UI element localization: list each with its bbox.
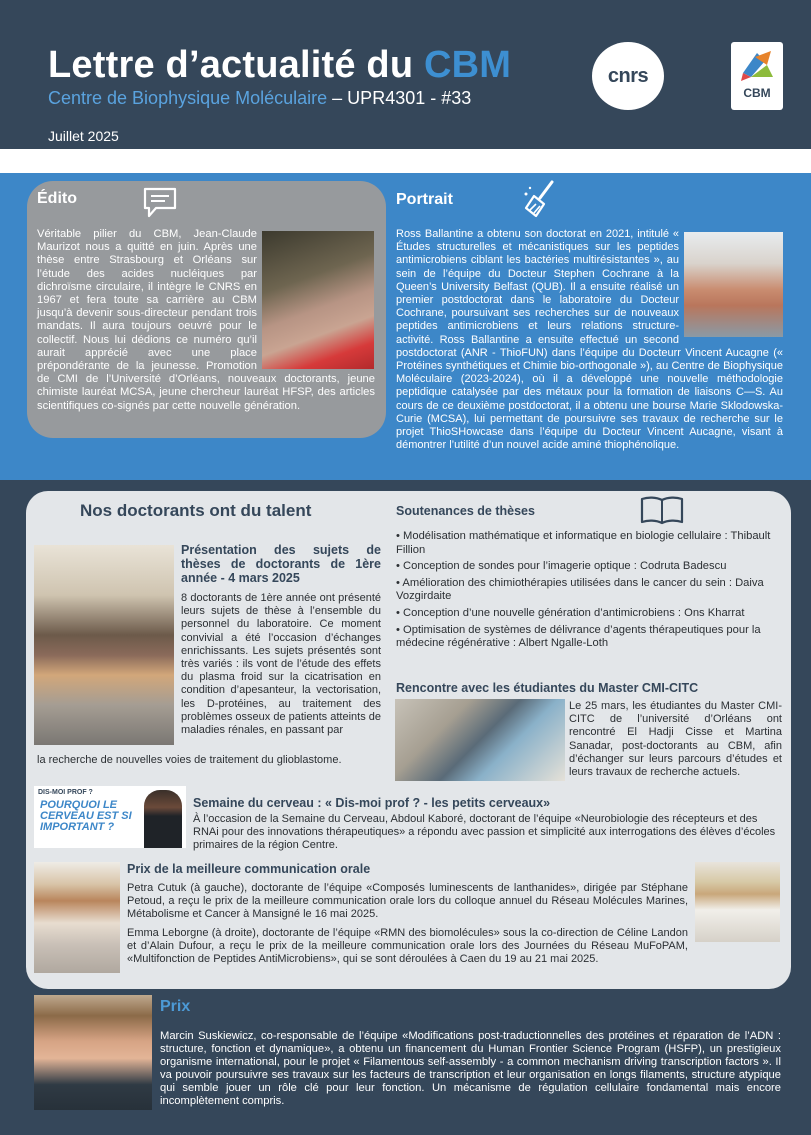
list-item: • Conception d’une nouvelle génération d’antimicrobiens : Ons Kharrat [396,606,745,619]
master-text: Le 25 mars, les étudiantes du Master CMI-CITC de l’université d’Orléans ont rencontré El Hadji Cisse et Martina Sanadar, post-doctorants au CBM, afin d’échanger sur leurs parcours d’études et leurs travaux de recherche actuels. [569,700,782,779]
cerveau-title: Semaine du cerveau : « Dis-moi prof ? - les petits cerveaux» [193,796,551,810]
doctorants-section-title: Nos doctorants ont du talent [80,501,312,520]
edito-title: Édito [37,190,77,207]
master-title: Rencontre avec les étudiantes du Master CMI-CITC [396,681,699,695]
newsletter-header [0,0,811,149]
list-item: • Optimisation de systèmes de délivrance d’agents thérapeutiques pour la médecine régénérative : Albert Ngalle-Loth [396,623,761,650]
issue-date: Juillet 2025 [48,128,119,144]
speaker-photo [144,790,182,848]
list-item: • Amélioration des chimiothérapies utilisées dans le cancer du sein : Daiva Vozgirdaite [396,576,764,603]
prix-communication-text [127,882,688,971]
semaine-cerveau-banner: DIS-MOI PROF ? POURQUOI LE CERVEAU EST SI IMPORTANT ? [34,786,186,848]
prix-text: Marcin Suskiewicz, co-responsable de l’équipe «Modifications post-traductionnelles des protéines et réparation de l’ADN : structure, fonction et dynamique», a obtenu un financement du Human Frontier Science Program (HSFP), un prestigieux organisme international, pour le projet « Filamentous self-assembly - a common mechanism driving transcription factors ». Il va pouvoir poursuivre ses travaux sur les facteurs de transcription et leur organisation en longs filaments, structure atypique qui semble jouer un rôle clé pour leur fonction. Un mécanisme de régulation cellulaire fondamental mais encore incomplètement compris. [160,1030,781,1107]
paragraph: Petra Cutuk (à gauche), doctorante de l’équipe «Composés luminescents de lanthanides», dirigée par Stéphane Petoud, a reçu le prix de la meilleure communication orale lors du colloque annuel du Réseau Molécules Marines, Métabolisme et Cancer à Mansigné le 16 mai 2025. [127,882,688,921]
prix-title: Prix [160,998,191,1015]
list-item: • Modélisation mathématique et informatique en biologie cellulaire : Thibault Fillion [396,530,771,556]
soutenances-title: Soutenances de thèses [396,504,535,518]
presentation-text: 8 doctorants de 1ère année ont présenté leurs sujets de thèse à l’ensemble du personnel du laboratoire. Ce moment convivial a été l’occasion d’échanges enrichissants. Les sujets présentés sont très variés : ils vont de l’étude des effets du plasma froid sur la cicatrisation en condition d’apesanteur, la vectorisation, les D-protéines, au traitement des problèmes osseux de patients atteints de maladies rénales, en passant par [181,592,381,737]
newsletter-title: Lettre d’actualité du CBM [48,44,512,86]
open-book-icon [640,495,684,530]
list-item: • Conception de sondes pour l’imagerie optique : Codruta Badescu [396,560,727,573]
master-meeting-photo [395,699,565,781]
newsletter-subtitle: Centre de Biophysique Moléculaire – UPR4301 - #33 [48,88,472,108]
cnrs-logo: cnrs [592,42,664,110]
presentation-title: Présentation des sujets de thèses de doctorants de 1ère année - 4 mars 2025 [181,543,381,585]
prix-communication-title: Prix de la meilleure communication orale [127,862,371,876]
prix-laureate-photo [34,995,152,1110]
cbm-logo: CBM [731,42,783,110]
portrait-text: Ross Ballantine a obtenu son doctorat en 2021, intitulé « Études structurelles et mécanistiques sur les peptides antimicrobiens ciblant les bactéries multirésistantes », au sein de l’équipe du Docteur Stephen Cochrane à la Queen’s University Belfast (QUB). Il a ensuite réalisé un premier postdoctorat dans le laboratoire du Docteur Cochrane, poursuivant ses recherches sur de nouveaux peptides antimicrobiens et leurs relations structure-activité. Ross Ballantine a ensuite effectué un second postdoctorat (ANR - ThioFUN) dans l’équipe du Docteurr Vincent Aucagne (« Protéines synthétiques et Chimie bio-orthogonale »), au Centre de Biophysique Moléculaire (2023-2024), où il a développé une nouvelle méthodologie peptidique catalysée par des métaux pour la formation de liaisons C—S. Au cours de ce deuxième postdoctorat, il a obtenu une bourse Marie Sklodowska-Curie (MCSA), lui permettant de poursuivre ses travaux de recherche sur le projet ThioSHowcase dans l’équipe du Docteur Vincent Aucagne, visant à démontrer l’utilité d’un nouvel acide aminé thiophénolique. [396,228,783,452]
broom-icon [522,180,558,225]
portrait-title: Portrait [396,191,453,208]
cerveau-text: À l’occasion de la Semaine du Cerveau, Abdoul Kaboré, doctorant de l’équipe «Neurobiologie des récepteurs et des RNAi pour des innovations thérapeutiques» a répondu avec passion et simplicité aux interrogations des élèves d’écoles primaires de la région Centre. [193,813,776,852]
laureate-photo-right [695,862,780,942]
edito-text: Véritable pilier du CBM, Jean-Claude Maurizot nous a quitté en juin. Après une thèse entre Strasbourg et Orléans sur l’étude des acides nucléiques par dichroïsme circulaire, il intègre le CNRS en 1967 et fera toute sa carrière au CBM jusqu’à devenir sous-directeur pendant trois mandats. Il aura toujours oeuvré pour le collectif. Nous lui dédions ce numéro qu’il aurait apprécié avec une place prépondérante de la jeunesse. Promotion de CMI de l’Université d’Orléans, nouveaux doctorants, jeune chimiste lauréat MCSA, jeune chercheur lauréat HFSP, des articles scientifiques co-signés par cette nouvelle génération. [37,228,375,412]
laureate-photo-left [34,862,120,973]
chat-bubble-icon [142,186,178,225]
presentation-text-continued: la recherche de nouvelles voies de traitement du glioblastome. [37,754,342,766]
doctorants-group-photo [34,545,174,745]
soutenances-list [396,530,782,654]
cbm-logo-mark [737,47,777,85]
paragraph: Emma Leborgne (à droite), doctorante de l’équipe «RMN des biomolécules» sous la co-direction de Céline Landon et d’Alain Dufour, a reçu le prix de la meilleure communication orale lors des Journées du Réseau MuFoPAM, «Multifonction de Peptides AntiMicrobiens», qui se sont déroulées à Caen du 19 au 21 mai 2025. [127,926,688,966]
